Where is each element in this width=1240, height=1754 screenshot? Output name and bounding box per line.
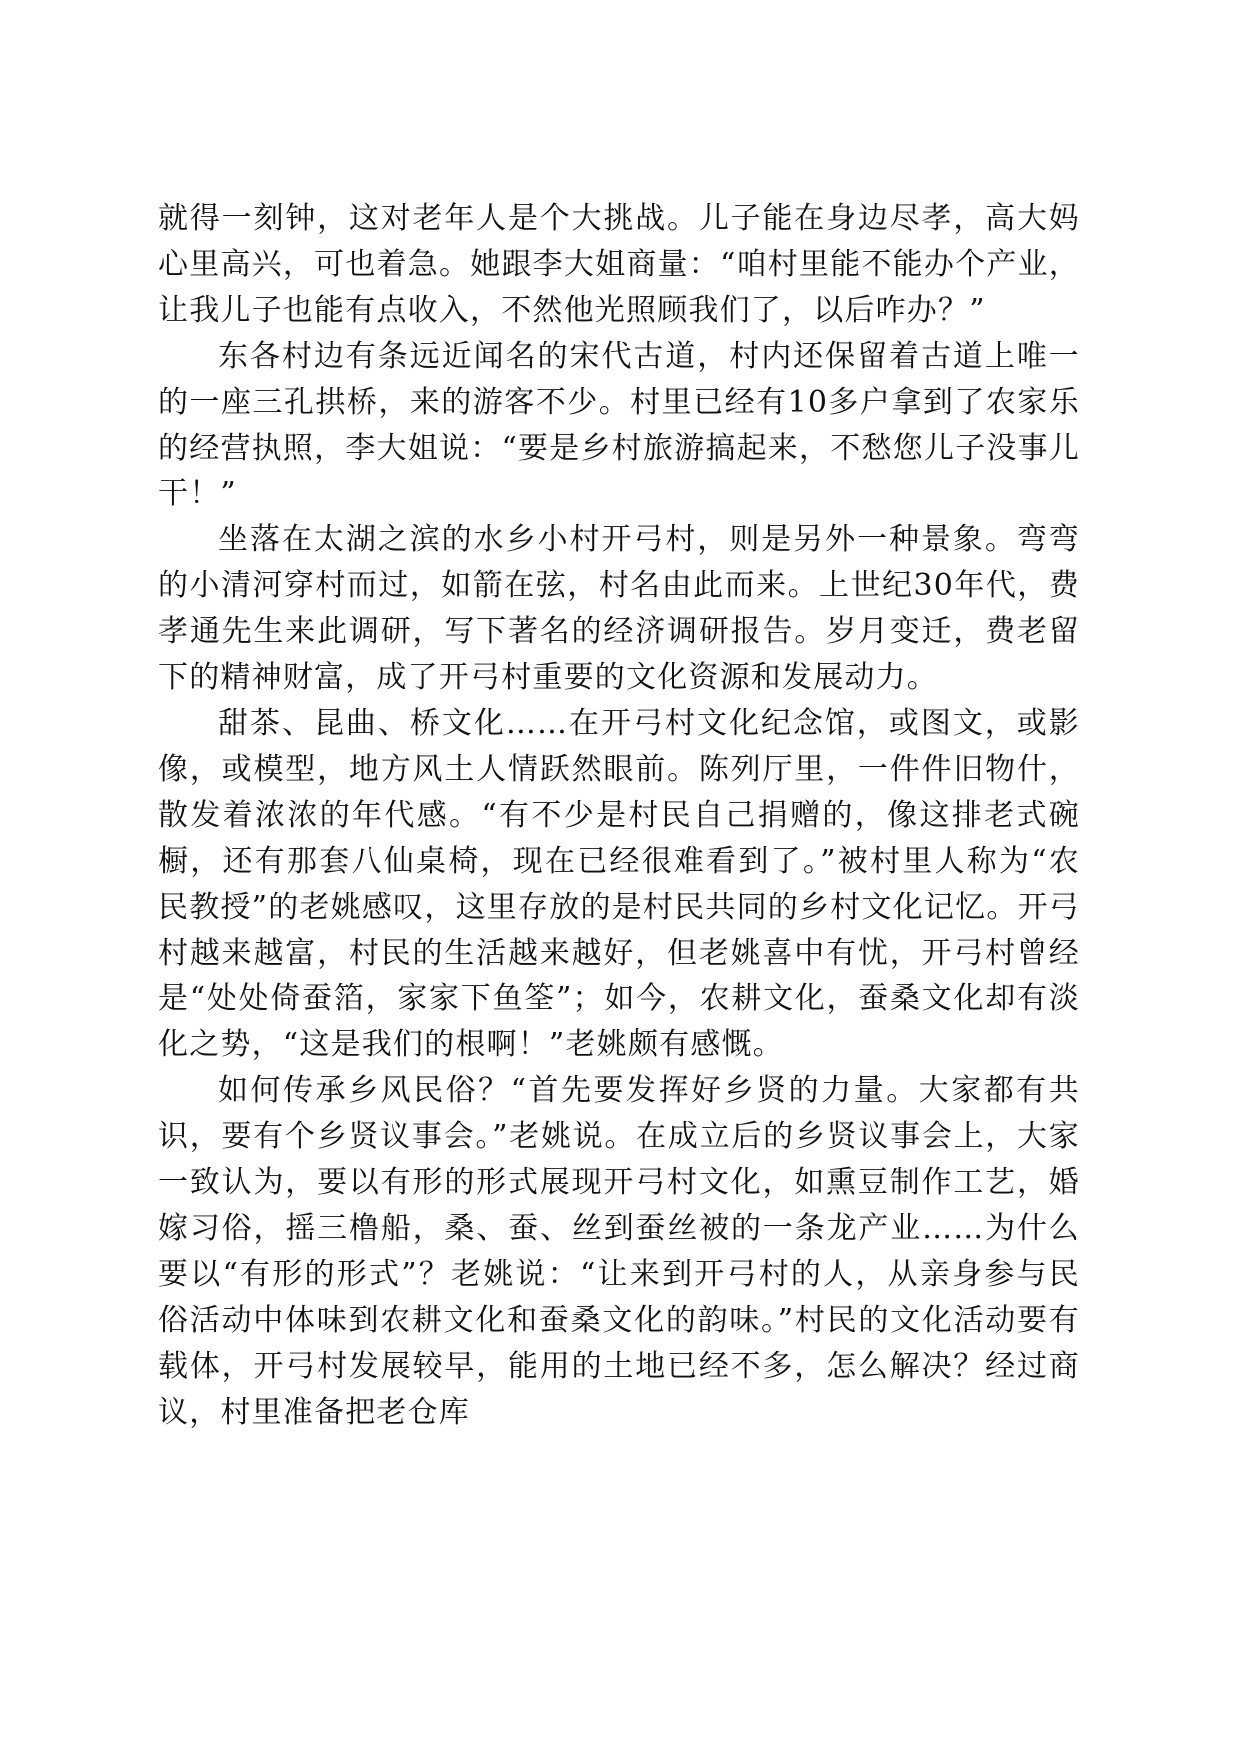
paragraph-1: 就得一刻钟，这对老年人是个大挑战。儿子能在身边尽孝，高大妈心里高兴，可也着急。她跟李大姐商量：“咱村里能不能办个产业，让我儿子也能有点收入，不然他光照顾我们了，以后咋办？” [158,201,1080,328]
paragraph-2: 东各村边有条远近闻名的宋代古道，村内还保留着古道上唯一的一座三孔拱桥，来的游客不少。村里已经有10多户拿到了农家乐的经营执照，李大姐说：“要是乡村旅游搞起来，不愁您儿子没事儿干！” [158,338,1080,512]
paragraph-3: 坐落在太湖之滨的水乡小村开弓村，则是另外一种景象。弯弯的小清河穿村而过，如箭在弦，村名由此而来。上世纪30年代，费孝通先生来此调研，写下著名的经济调研报告。岁月变迁，费老留下的精神财富，成了开弓村重要的文化资源和发展动力。 [158,522,1080,696]
paragraph-4: 甜茶、昆曲、桥文化……在开弓村文化纪念馆，或图文，或影像，或模型，地方风土人情跃然眼前。陈列厅里，一件件旧物什，散发着浓浓的年代感。“有不少是村民自己捐赠的，像这排老式碗橱，还有那套八仙桌椅，现在已经很难看到了。”被村里人称为“农民教授”的老姚感叹，这里存放的是村民共同的乡村文化记忆。开弓村越来越富，村民的生活越来越好，但老姚喜中有忧，开弓村曾经是“处处倚蚕箔，家家下鱼筌”；如今，农耕文化，蚕桑文化却有淡化之势，“这是我们的根啊！”老姚颇有感慨。 [158,705,1080,1063]
paragraph-5: 如何传承乡风民俗？“首先要发挥好乡贤的力量。大家都有共识，要有个乡贤议事会。”老姚说。在成立后的乡贤议事会上，大家一致认为，要以有形的形式展现开弓村文化，如熏豆制作工艺，婚嫁习俗，摇三橹船，桑、蚕、丝到蚕丝被的一条龙产业……为什么要以“有形的形式”？老姚说：“让来到开弓村的人，从亲身参与民俗活动中体味到农耕文化和蚕桑文化的韵味。”村民的文化活动要有载体，开弓村发展较早，能用的土地已经不多，怎么解决？经过商议，村里准备把老仓库 [158,1073,1080,1430]
document-page [158,196,1080,1435]
